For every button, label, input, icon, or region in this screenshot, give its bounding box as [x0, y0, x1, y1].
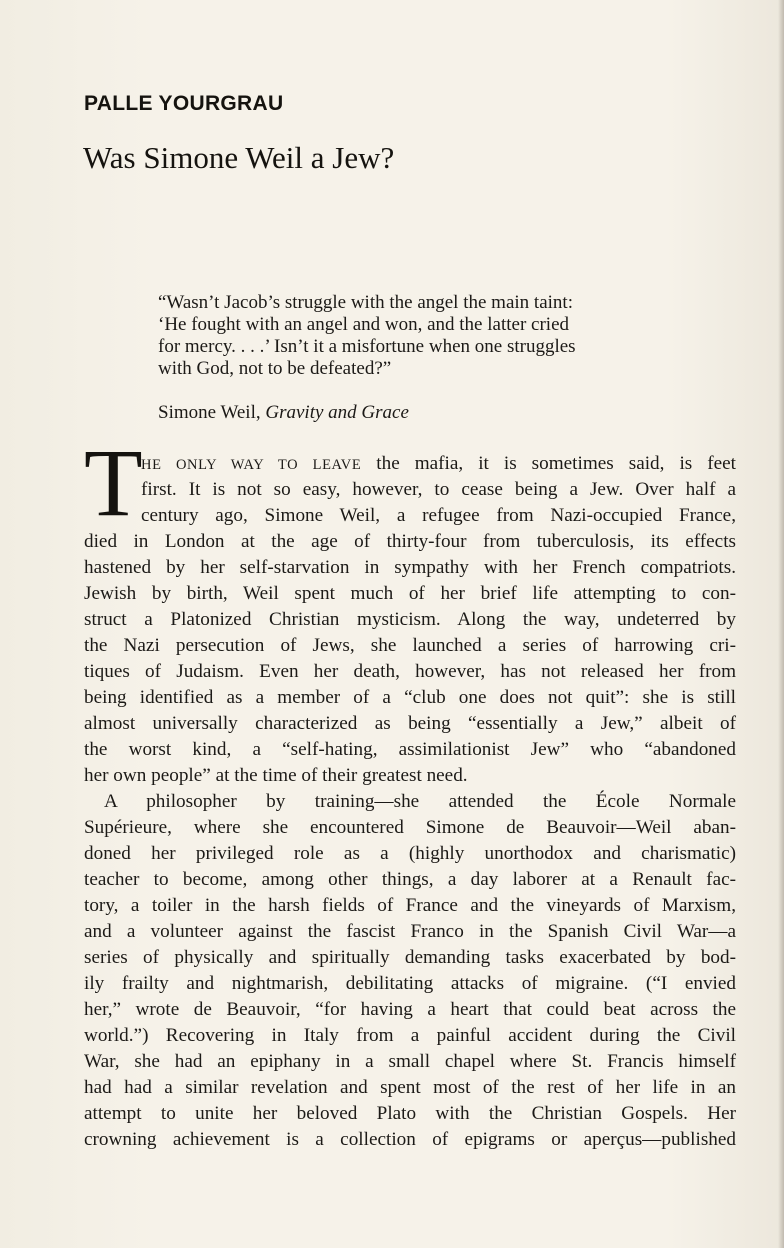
epigraph-work: Gravity and Grace [265, 402, 409, 423]
body-line: hastened by her self-starvation in sympathy with her French compatriots. [84, 557, 736, 578]
small-caps-opening: HE ONLY WAY TO LEAVE [141, 457, 362, 473]
first-line-rest: the mafia, it is sometimes said, is feet [361, 453, 737, 474]
body-line: attempt to unite her beloved Plato with the Christian Gospels. Her [84, 1103, 736, 1124]
body-line: century ago, Simone Weil, a refugee from Nazi-occupied France, [141, 505, 736, 526]
body-line: teacher to become, among other things, a day laborer at a Renault fac- [84, 869, 736, 890]
body-line: doned her privileged role as a (highly unorthodox and charismatic) [84, 843, 736, 864]
article-title: Was Simone Weil a Jew? [83, 140, 395, 175]
body-line: her,” wrote de Beauvoir, “for having a heart that could beat across the [84, 999, 736, 1020]
body-line: series of physically and spiritually demanding tasks exacerbated by bod- [84, 947, 736, 968]
body-text [84, 451, 736, 1153]
body-line: Jewish by birth, Weil spent much of her brief life attempting to con- [84, 583, 736, 604]
epigraph-line: with God, not to be defeated?” [158, 358, 392, 379]
body-line: Supérieure, where she encountered Simone de Beauvoir—Weil aban- [84, 817, 736, 838]
body-line: world.”) Recovering in Italy from a painful accident during the Civil [84, 1025, 736, 1046]
body-line: first. It is not so easy, however, to cease being a Jew. Over half a [141, 479, 736, 500]
body-line: A philosopher by training—she attended the École Normale [104, 791, 736, 812]
epigraph-line: for mercy. . . .’ Isn’t it a misfortune when one struggles [158, 336, 576, 357]
body-line: had had a similar revelation and spent most of the rest of her life in an [84, 1077, 736, 1098]
article-author: PALLE YOURGRAU [84, 92, 284, 115]
body-line: crowning achievement is a collection of epigrams or aperçus—published [84, 1129, 736, 1150]
body-line: ily frailty and nightmarish, debilitating attacks of migraine. (“I envied [84, 973, 736, 994]
epigraph-attribution [158, 402, 409, 424]
body-line: almost universally characterized as being “essentially a Jew,” albeit of [84, 713, 736, 734]
body-line: her own people” at the time of their greatest need. [84, 765, 468, 786]
epigraph-author: Simone Weil, [158, 402, 266, 423]
epigraph-line: ‘He fought with an angel and won, and the latter cried [158, 314, 569, 335]
body-line: tiques of Judaism. Even her death, however, has not released her from [84, 661, 736, 682]
epigraph-line: “Wasn’t Jacob’s struggle with the angel the main taint: [158, 292, 573, 313]
body-line: tory, a toiler in the harsh fields of France and the vineyards of Marxism, [84, 895, 736, 916]
body-line: and a volunteer against the fascist Franco in the Spanish Civil War—a [84, 921, 736, 942]
body-line: the worst kind, a “self-hating, assimilationist Jew” who “abandoned [84, 739, 736, 760]
body-line: struct a Platonized Christian mysticism. Along the way, undeterred by [84, 609, 736, 630]
epigraph [158, 292, 718, 380]
body-line [84, 451, 736, 477]
body-line: being identified as a member of a “club one does not quit”: she is still [84, 687, 736, 708]
drop-cap: T [84, 429, 143, 536]
body-line: died in London at the age of thirty-four from tuberculosis, its effects [84, 531, 736, 552]
body-line: the Nazi persecution of Jews, she launched a series of harrowing cri- [84, 635, 736, 656]
body-line: War, she had an epiphany in a small chapel where St. Francis himself [84, 1051, 736, 1072]
page-edge-shadow [778, 0, 784, 1248]
